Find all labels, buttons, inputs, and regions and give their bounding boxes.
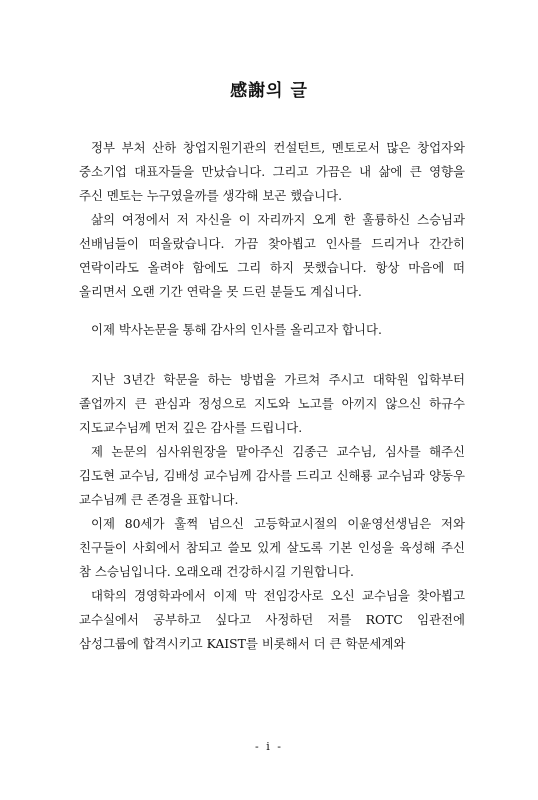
document-body xyxy=(79,136,465,656)
page-number: - i - xyxy=(255,740,283,753)
paragraph: 정부 부처 산하 창업지원기관의 컨설턴트, 멘토로서 많은 창업자와 중소기업 대표자들을 만났습니다. 그리고 가끔은 내 삶에 큰 영향을 주신 멘토는 누구였을까를 생각해 보곤 했습니다. xyxy=(79,140,465,203)
page-title: 感謝의 글 xyxy=(230,81,308,101)
paragraph-spacer xyxy=(79,342,465,368)
paragraph: 삶의 여정에서 저 자신을 이 자리까지 오게 한 훌륭하신 스승님과 선배님들이 떠올랐습니다. 가끔 찾아뵙고 인사를 드리거나 간간히 연락이라도 올려야 함에도 그리 하지 못했습니다. 항상 마음에 떠 올리면서 오랜 기간 연락을 못 드린 분들도 계십니다. xyxy=(79,212,465,299)
paragraph-spacer xyxy=(79,304,465,318)
paragraph: 지난 3년간 학문을 하는 방법을 가르쳐 주시고 대학원 입학부터 졸업까지 큰 관심과 정성으로 지도와 노고를 아끼지 않으신 하규수 지도교수님께 먼저 깊은 감사를 드립니다. xyxy=(79,372,465,435)
paragraph: 대학의 경영학과에서 이제 막 전임강사로 오신 교수님을 찾아뵙고 교수실에서 공부하고 싶다고 사정하던 저를 ROTC 임관전에 삼성그룹에 합격시키고 KAIST를 비롯해서 더 큰 학문세계와 xyxy=(79,588,465,651)
paragraph: 이제 박사논문을 통해 감사의 인사를 올리고자 합니다. xyxy=(91,322,382,337)
paragraph: 이제 80세가 훌쩍 넘으신 고등학교시절의 이윤영선생님은 저와 친구들이 사회에서 참되고 쓸모 있게 살도록 기본 인성을 육성해 주신 참 스승님입니다. 오래오래 건강하시길 기원합니다. xyxy=(79,516,465,579)
paragraph: 제 논문의 심사위원장을 맡아주신 김종근 교수님, 심사를 해주신 김도현 교수님, 김배성 교수님께 감사를 드리고 신해룡 교수님과 양동우 교수님께 큰 존경을 표합니다. xyxy=(79,444,465,507)
